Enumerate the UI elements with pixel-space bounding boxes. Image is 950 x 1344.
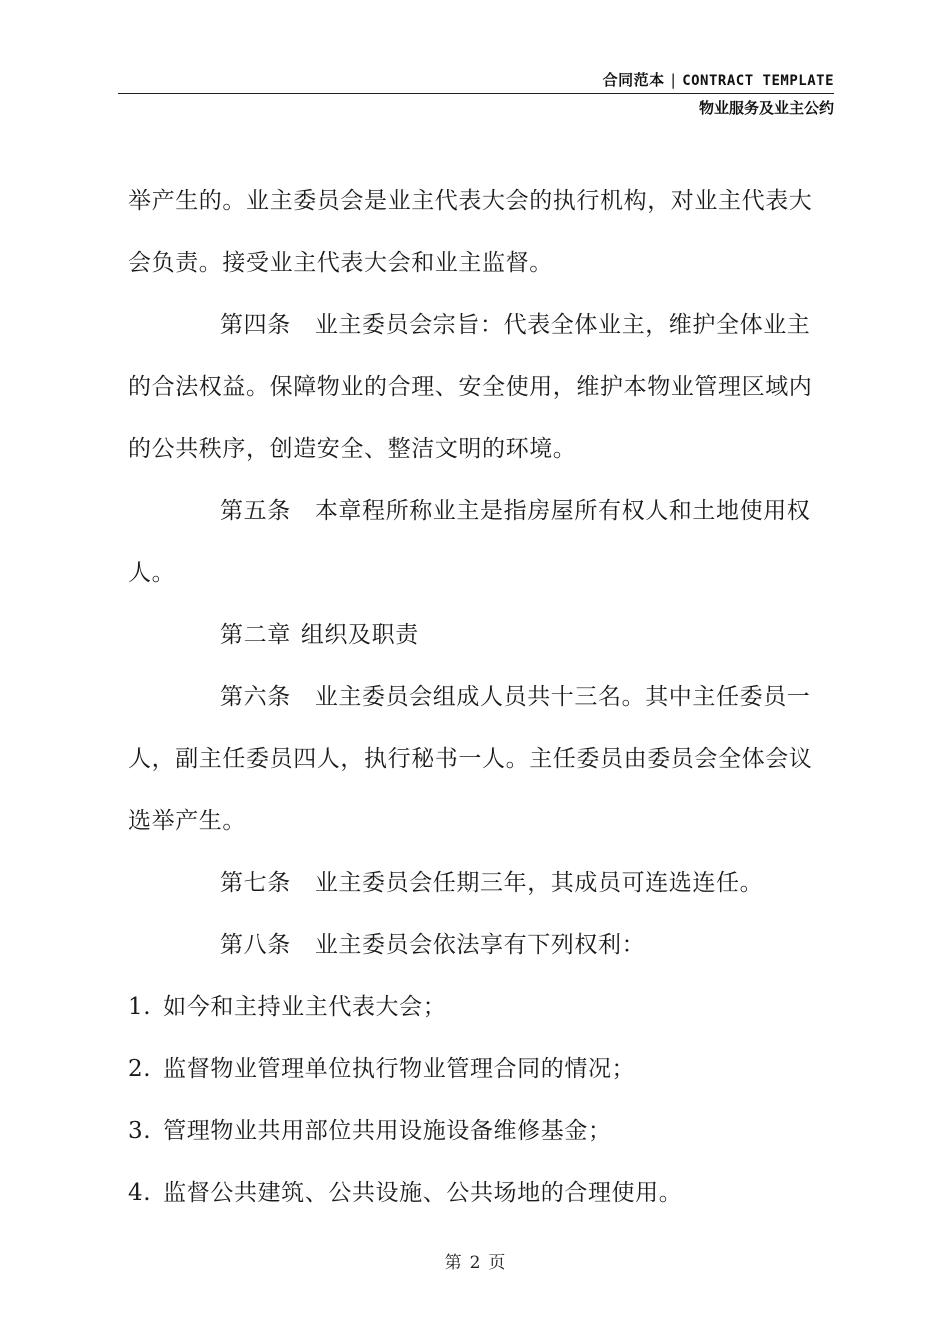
article-4-text: 业主委员会宗旨：代表全体业主，维护全体业主的合法权益。保障物业的合理、安全使用，维护本物业管理区域内的公共秩序，创造安全、整洁文明的环境。 (128, 312, 813, 462)
chapter-2-title: 组织及职责 (300, 622, 419, 648)
article-6 (128, 666, 828, 852)
brand-separator: | (670, 71, 677, 89)
list-item-text: 监督公共建筑、公共设施、公共场地的合理使用。 (163, 1180, 683, 1206)
header-brand (118, 68, 834, 92)
article-4-label: 第四条 (220, 312, 291, 338)
article-7-label: 第七条 (220, 870, 291, 896)
list-item (128, 1100, 828, 1162)
brand-cn: 合同范本 (602, 71, 665, 89)
list-item (128, 1038, 828, 1100)
document-title: 物业服务及业主公约 (698, 99, 834, 117)
list-item-number: 1. (128, 994, 152, 1020)
article-6-text: 业主委员会组成人员共十三名。其中主任委员一人，副主任委员四人，执行秘书一人。主任委员由委员会全体会议选举产生。 (128, 684, 813, 834)
page-suffix: 页 (488, 1253, 506, 1273)
article-5-text: 本章程所称业主是指房屋所有权人和土地使用权人。 (128, 498, 811, 586)
page-header (118, 68, 834, 92)
header-divider (118, 93, 834, 94)
list-item-number: 2. (128, 1056, 152, 1082)
article-5 (128, 480, 828, 604)
list-item (128, 976, 828, 1038)
list-item-text: 管理物业共用部位共用设施设备维修基金； (163, 1118, 612, 1144)
article-8-text: 业主委员会依法享有下列权利： (314, 932, 646, 958)
article-7-text: 业主委员会任期三年，其成员可连选连任。 (314, 870, 764, 896)
article-8 (128, 914, 828, 976)
list-item-text: 如今和主持业主代表大会； (163, 994, 447, 1020)
article-6-label: 第六条 (220, 684, 291, 710)
article-7 (128, 852, 828, 914)
paragraph-continued: 举产生的。业主委员会是业主代表大会的执行机构，对业主代表大会负责。接受业主代表大会和业主监督。 (128, 188, 813, 276)
list-item (128, 1162, 828, 1224)
list-item-text: 监督物业管理单位执行物业管理合同的情况； (163, 1056, 636, 1082)
article-5-label: 第五条 (220, 498, 291, 524)
chapter-2-label: 第二章 (220, 622, 291, 648)
brand-en: CONTRACT TEMPLATE (682, 73, 834, 89)
page-number: 2 (469, 1253, 481, 1273)
page-footer (0, 1248, 950, 1273)
document-body (128, 170, 828, 1224)
article-8-label: 第八条 (220, 932, 291, 958)
chapter-2-heading (128, 604, 828, 666)
list-item-number: 4. (128, 1180, 152, 1206)
list-item-number: 3. (128, 1118, 152, 1144)
article-4 (128, 294, 828, 480)
page-prefix: 第 (444, 1253, 462, 1273)
